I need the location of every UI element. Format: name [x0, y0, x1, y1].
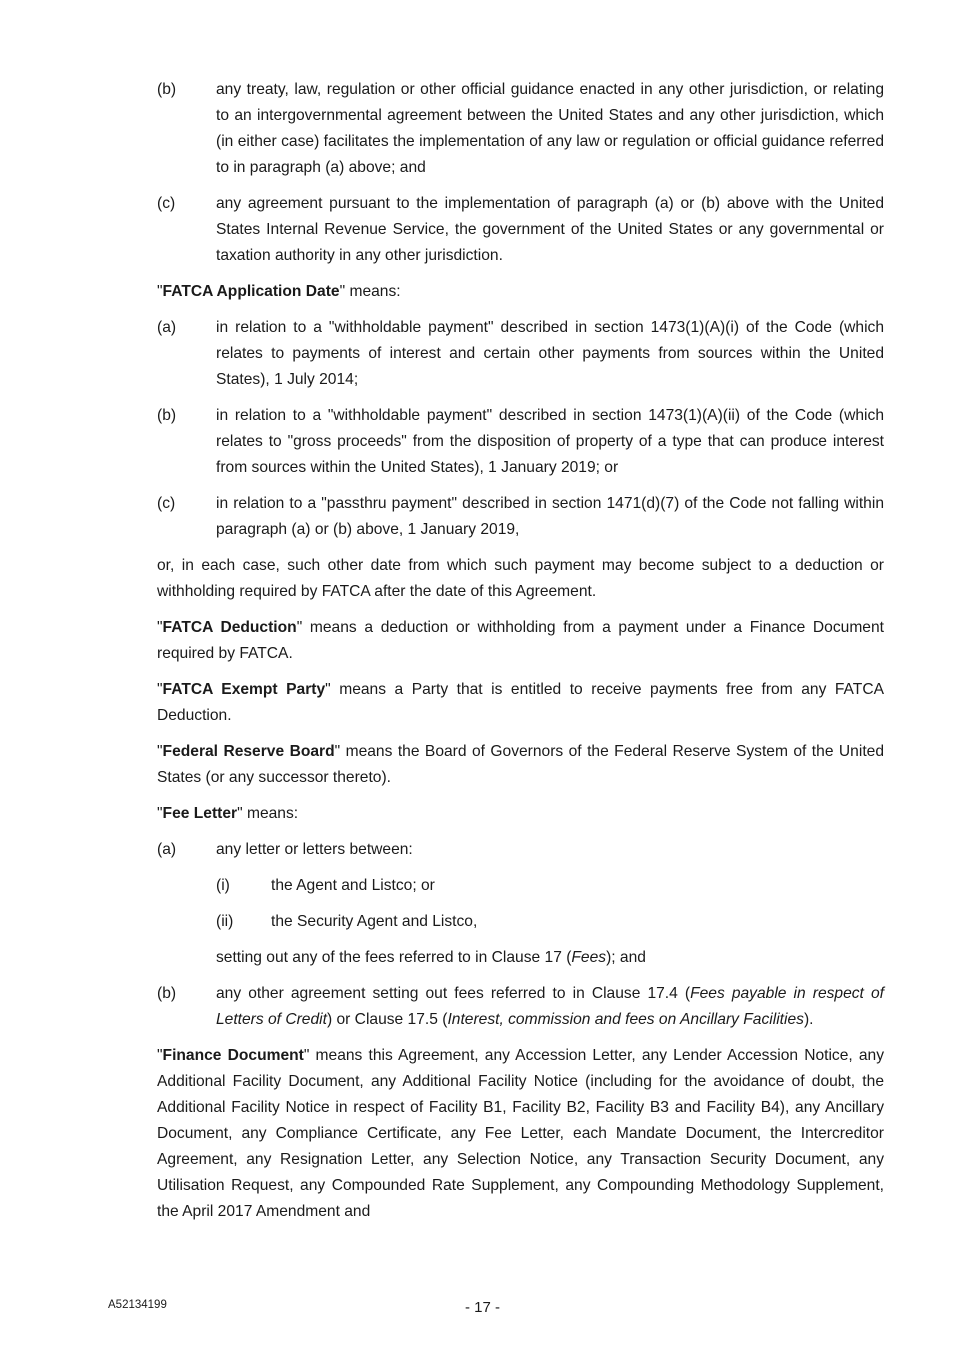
clause-title: Fees payable in respect of Letters of Credit — [216, 985, 884, 1028]
subitem-label: (ii) — [216, 913, 234, 930]
list-item — [157, 837, 884, 863]
continuation-text — [216, 945, 884, 971]
text-run: ). — [803, 1011, 814, 1028]
item-label: (b) — [157, 81, 177, 98]
item-text: any treaty, law, regulation or other official guidance enacted in any other jurisdiction, or relating to an intergovernmental agreement between the United States and any other jurisdiction, which (in either case) facilitates the implementation of any law or regulation or official guidance referred to in paragraph (a) above; and — [216, 81, 884, 176]
definition-finance-document: "Finance Document" means this Agreement, any Accession Letter, any Lender Accession Notice, any Additional Facility Document, any Additional Facility Notice (including for the avoidance of doubt, the Additional Facility Notice in respect of Facility B1, Facility B2, Facility B3 and Facility B4), any Ancillary Document, any Compliance Certificate, any Fee Letter, each Mandate Document, the Intercreditor Agreement, any Resignation Letter, any Selection Notice, any Transaction Security Document, any Utilisation Request, any Compounded Rate Supplement, any Compounding Methodology Supplement, the April 2017 Amendment and — [157, 1047, 885, 1220]
item-label: (a) — [157, 841, 177, 858]
defined-term: FATCA Exempt Party — [162, 681, 326, 698]
defined-term: Federal Reserve Board — [162, 743, 335, 760]
clause-title: Fees — [571, 949, 607, 966]
item-text: in relation to a "withholdable payment" described in section 1473(1)(A)(ii) of the Code (which relates to "gross proceeds" from the disposition of property of a type that can produce interest from sources within the United States), 1 January 2019; or — [216, 407, 884, 476]
defined-term: FATCA Application Date — [162, 283, 340, 300]
item-text: any letter or letters between: — [216, 841, 413, 858]
definition-fee-letter: "Fee Letter" means: — [157, 805, 299, 822]
definition-text: means a Party that is entitled to receive payments free from any FATCA Deduction. — [157, 681, 884, 724]
list-item — [157, 491, 884, 543]
defined-term: Fee Letter — [162, 805, 238, 822]
subitem-text: the Agent and Listco; or — [271, 877, 435, 894]
item-label: (b) — [157, 407, 177, 424]
list-item — [157, 315, 884, 393]
list-item — [157, 403, 884, 481]
sub-list-item — [216, 909, 884, 935]
page-number: - 17 - — [464, 1299, 500, 1316]
item-text: in relation to a "withholdable payment" described in section 1473(1)(A)(i) of the Code (which relates to payments of interest and certain other payments from sources within the United States), 1 July 2014; — [216, 319, 884, 388]
document-reference: A52134199 — [108, 1299, 167, 1311]
definition-fatca-deduction: "FATCA Deduction" means a deduction or withholding from a payment under a Finance Document required by FATCA. — [157, 619, 884, 662]
item-text — [216, 981, 884, 1033]
document-body — [157, 77, 884, 1235]
item-text: any agreement pursuant to the implementation of paragraph (a) or (b) above with the United States Internal Revenue Service, the government of the United States or any governmental or taxation authority in any other jurisdiction. — [216, 195, 884, 264]
item-label: (b) — [157, 985, 177, 1002]
text-run: any other agreement setting out fees referred to in Clause 17.4 ( — [216, 985, 691, 1002]
text-run: ) or Clause 17.5 ( — [326, 1011, 448, 1028]
subitem-text: the Security Agent and Listco, — [271, 913, 478, 930]
list-item — [157, 191, 884, 269]
definition-text: means this Agreement, any Accession Letter, any Lender Accession Notice, any Additional Facility Document, any Additional Facility Notice (including for the avoidance of doubt, the Additional Facility Notice in respect of Facility B1, Facility B2, Facility B3 and Facility B4), any Ancillary Document, any Compliance Certificate, any Fee Letter, each Mandate Document, the Intercreditor Agreement, any Resignation Letter, any Selection Notice, any Transaction Security Document, any Utilisation Request, any Compounded Rate Supplement, any Compounding Methodology Supplement, the April 2017 Amendment and — [157, 1047, 885, 1220]
definition-fatca-exempt-party: "FATCA Exempt Party" means a Party that is entitled to receive payments free from any FATCA Deduction. — [157, 681, 884, 724]
sub-list-item — [216, 873, 884, 899]
definition-text: means a deduction or withholding from a payment under a Finance Document required by FATCA. — [157, 619, 884, 662]
defined-term: Finance Document — [162, 1047, 304, 1064]
definition-fatca-application-date: "FATCA Application Date" means: — [157, 283, 401, 300]
list-item — [157, 981, 884, 1033]
text-run: setting out any of the fees referred to in Clause 17 ( — [216, 949, 572, 966]
subitem-label: (i) — [216, 877, 230, 894]
defined-term: FATCA Deduction — [162, 619, 297, 636]
definition-lead: means: — [242, 805, 299, 822]
definition-lead: means: — [345, 283, 401, 300]
definition-text: means the Board of Governors of the Federal Reserve System of the United States (or any successor thereto). — [157, 743, 884, 786]
definition-federal-reserve-board: "Federal Reserve Board" means the Board of Governors of the Federal Reserve System of the United States (or any successor thereto). — [157, 743, 884, 786]
item-label: (c) — [157, 195, 176, 212]
item-label: (a) — [157, 319, 177, 336]
item-text: in relation to a "passthru payment" described in section 1471(d)(7) of the Code not falling within paragraph (a) or (b) above, 1 January 2019, — [216, 495, 884, 538]
item-label: (c) — [157, 495, 176, 512]
clause-title: Interest, commission and fees on Ancillary Facilities — [447, 1011, 804, 1028]
text-run: ); and — [606, 949, 646, 966]
paragraph: or, in each case, such other date from which such payment may become subject to a deduction or withholding required by FATCA after the date of this Agreement. — [157, 557, 884, 600]
list-item — [157, 77, 884, 181]
